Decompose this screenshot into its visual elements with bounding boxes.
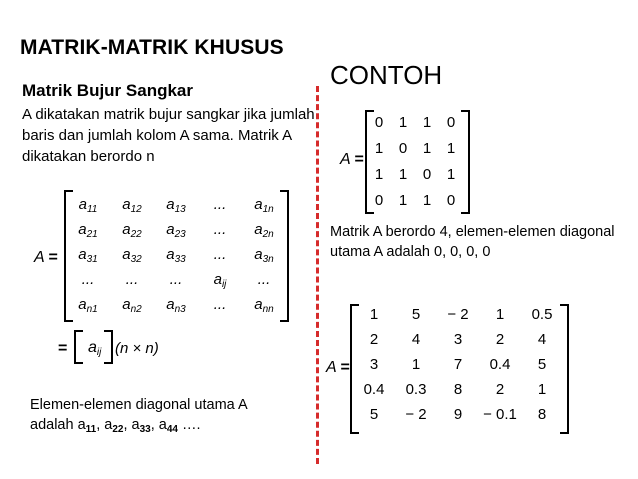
e2-cell: 2: [495, 331, 505, 348]
e2-cell: 9: [453, 406, 463, 423]
e2-cell: 3: [453, 331, 463, 348]
e2-cell: 2: [369, 331, 379, 348]
gm-cell: $a_{32}$: [122, 246, 142, 265]
gm-cell: $a_{11}$: [78, 196, 98, 215]
gm-cell: $a_{12}$: [122, 196, 142, 215]
e1-cell: 1: [422, 114, 432, 131]
e2-cell: 5: [369, 406, 379, 423]
definition-paragraph: A dikatakan matrik bujur sangkar jika jumlah baris dan jumlah kolom A sama. Matrik A dikatakan berordo n: [22, 106, 315, 165]
e1-cell: 1: [446, 140, 456, 157]
gm-cell: $a_{3n}$: [254, 246, 274, 265]
compact-element: $a_{ij}$: [88, 339, 102, 358]
gm-cell: $a_{n1}$: [78, 296, 98, 315]
gm-cell: ...: [213, 296, 227, 313]
gm-cell: ...: [213, 196, 227, 213]
gm-cell: ...: [81, 271, 95, 288]
gm-cell: $a_{21}$: [78, 221, 98, 240]
compact-right-bracket: [104, 330, 113, 364]
gm-cell: ...: [213, 246, 227, 263]
gm-cell: ...: [125, 271, 139, 288]
e1-cell: 1: [422, 192, 432, 209]
gm-cell: ...: [169, 271, 183, 288]
e1-cell: 0: [446, 114, 456, 131]
gm-cell: ...: [213, 221, 227, 238]
e1-cell: 1: [398, 192, 408, 209]
gm-cell: $a_{ij}$: [213, 271, 227, 290]
e2-cell: 0.5: [531, 306, 553, 323]
gm-cell: $a_{13}$: [166, 196, 186, 215]
e2-cell: 0.3: [405, 381, 427, 398]
e2-cell: − 2: [405, 406, 427, 423]
diagonal-note-line1: Elemen-elemen diagonal utama A: [30, 397, 248, 413]
gm-cell: $a_{31}$: [78, 246, 98, 265]
e2-cell: 7: [453, 356, 463, 373]
e1-cell: 0: [398, 140, 408, 157]
e1-cell: 1: [374, 166, 384, 183]
e2-cell: 8: [453, 381, 463, 398]
e2-cell: 2: [495, 381, 505, 398]
e2-cell: 5: [537, 356, 547, 373]
e2-cell: − 2: [447, 306, 469, 323]
gm-cell: $a_{2n}$: [254, 221, 274, 240]
gm-cell: $a_{n2}$: [122, 296, 142, 315]
e2-cell: 1: [369, 306, 379, 323]
e1-cell: 1: [446, 166, 456, 183]
e2-cell: 5: [411, 306, 421, 323]
e2-cell: 3: [369, 356, 379, 373]
compact-order: (n × n): [115, 340, 159, 357]
e2-cell: 1: [495, 306, 505, 323]
e2-cell: 4: [411, 331, 421, 348]
e2-cell: 0.4: [489, 356, 511, 373]
contoh-heading: CONTOH: [330, 60, 443, 90]
example1-right-bracket: [461, 110, 470, 214]
page-title: MATRIK-MATRIK KHUSUS: [20, 36, 284, 59]
gm-cell: $a_{nn}$: [254, 296, 274, 315]
e2-cell: 8: [537, 406, 547, 423]
diagonal-note: [30, 395, 320, 440]
e1-cell: 0: [374, 114, 384, 131]
example1-note: Matrik A berordo 4, elemen-elemen diagonal utama A adalah 0, 0, 0, 0: [330, 224, 615, 260]
example1-label: A =: [340, 151, 364, 168]
diagonal-note-line2: adalah $a_{11}$, $a_{22}$, $a_{33}$, $a_{44}$ ….: [30, 417, 201, 435]
compact-notation: =: [58, 340, 68, 357]
e1-cell: 1: [398, 114, 408, 131]
gm-cell: $a_{33}$: [166, 246, 186, 265]
gm-cell: $a_{n3}$: [166, 296, 186, 315]
section-subtitle: Matrik Bujur Sangkar: [22, 81, 193, 100]
gm-cell: $a_{1n}$: [254, 196, 274, 215]
e2-cell: 0.4: [363, 381, 385, 398]
e1-cell: 0: [422, 166, 432, 183]
gm-cell: ...: [257, 271, 271, 288]
e1-cell: 0: [374, 192, 384, 209]
e2-cell: 4: [537, 331, 547, 348]
e2-cell: − 0.1: [483, 406, 517, 423]
e1-cell: 1: [374, 140, 384, 157]
e1-cell: 0: [446, 192, 456, 209]
e2-cell: 1: [537, 381, 547, 398]
compact-left-bracket: [74, 330, 83, 364]
e2-cell: 1: [411, 356, 421, 373]
example2-label: A =: [326, 359, 350, 376]
general-matrix-label: A =: [34, 249, 58, 266]
e1-cell: 1: [422, 140, 432, 157]
gm-cell: $a_{22}$: [122, 221, 142, 240]
e1-cell: 1: [398, 166, 408, 183]
gm-cell: $a_{23}$: [166, 221, 186, 240]
